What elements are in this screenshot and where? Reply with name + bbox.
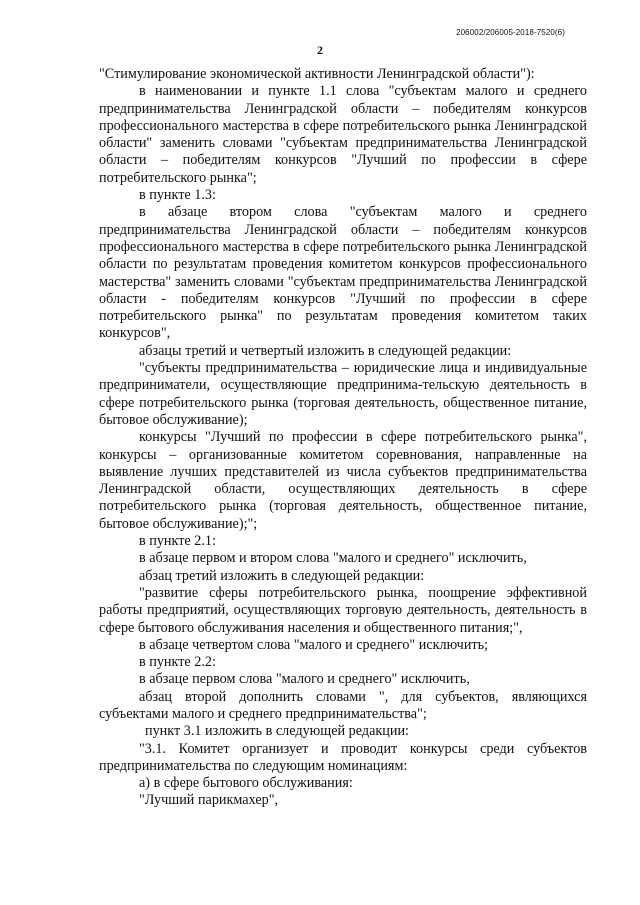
paragraph: абзац второй дополнить словами ", для субъектов, являющихся субъектами малого и среднего предпринимательства"; (99, 688, 587, 722)
page-number: 2 (317, 43, 323, 57)
paragraph: в абзаце втором слова "субъектам малого и среднего предпринимательства Ленинградской области – победителям конкурсов профессионального мастерства в сфере потребительского рынка Ленинградской области по результатам проведения комитетом конкурсов профессионального мастерства" заменить словами "субъектам предпринимательства Ленинградской области - победителям конкурсов "Лучший по профессии в сфере потребительского рынка" по результатам проведения комитетом таких конкурсов", (99, 204, 587, 342)
paragraph: пункт 3.1 изложить в следующей редакции: (145, 723, 409, 740)
paragraph: в абзаце первом и втором слова "малого и среднего" исключить, (139, 550, 527, 567)
paragraph: "развитие сферы потребительского рынка, поощрение эффективной работы предприятий, осуществляющих торговую деятельность, деятельность в сфере бытового обслуживания населения и общественного питания;", (99, 584, 587, 636)
document-body (99, 66, 587, 810)
paragraph: в наименовании и пункте 1.1 слова "субъектам малого и среднего предпринимательства Ленинградской области – победителям конкурсов профессионального мастерства в сфере потребительского рынка Ленинградской области" заменить словами "субъектам предпринимательства Ленинградской области – победителям конкурсов "Лучший по профессии в сфере потребительского рынка"; (99, 83, 587, 186)
document-registration-number: 206002/206005-2018-7520(6) (456, 28, 565, 37)
paragraph: в пункте 2.2: (139, 654, 216, 671)
paragraph: абзацы третий и четвертый изложить в следующей редакции: (139, 342, 512, 359)
paragraph: в абзаце первом слова "малого и среднего" исключить, (139, 671, 470, 688)
paragraph: в абзаце четвертом слова "малого и среднего" исключить; (139, 636, 489, 653)
paragraph: а) в сфере бытового обслуживания: (139, 775, 353, 792)
paragraph: "Лучший парикмахер", (139, 792, 279, 809)
paragraph: в пункте 1.3: (139, 187, 216, 204)
paragraph: "субъекты предпринимательства – юридические лица и индивидуальные предприниматели, осуществляющие предпринима-тельскую деятельность в сфере потребительского рынка (торговая деятельность, общественное питание, бытовое обслуживание); (99, 360, 587, 428)
paragraph: конкурсы "Лучший по профессии в сфере потребительского рынка", конкурсы – организованные комитетом соревнования, направленные на выявление лучших представителей из числа субъектов предпринимательства Ленинградской области, осуществляющих деятельность в сфере потребительского рынка (торговая деятельность, общественное питание, бытовое обслуживание);"; (99, 429, 587, 532)
paragraph: в пункте 2.1: (139, 533, 216, 550)
paragraph: абзац третий изложить в следующей редакции: (139, 567, 425, 584)
paragraph: "3.1. Комитет организует и проводит конкурсы среди субъектов предпринимательства по следующим номинациям: (99, 740, 587, 774)
paragraph: "Стимулирование экономической активности Ленинградской области"): (99, 66, 535, 82)
